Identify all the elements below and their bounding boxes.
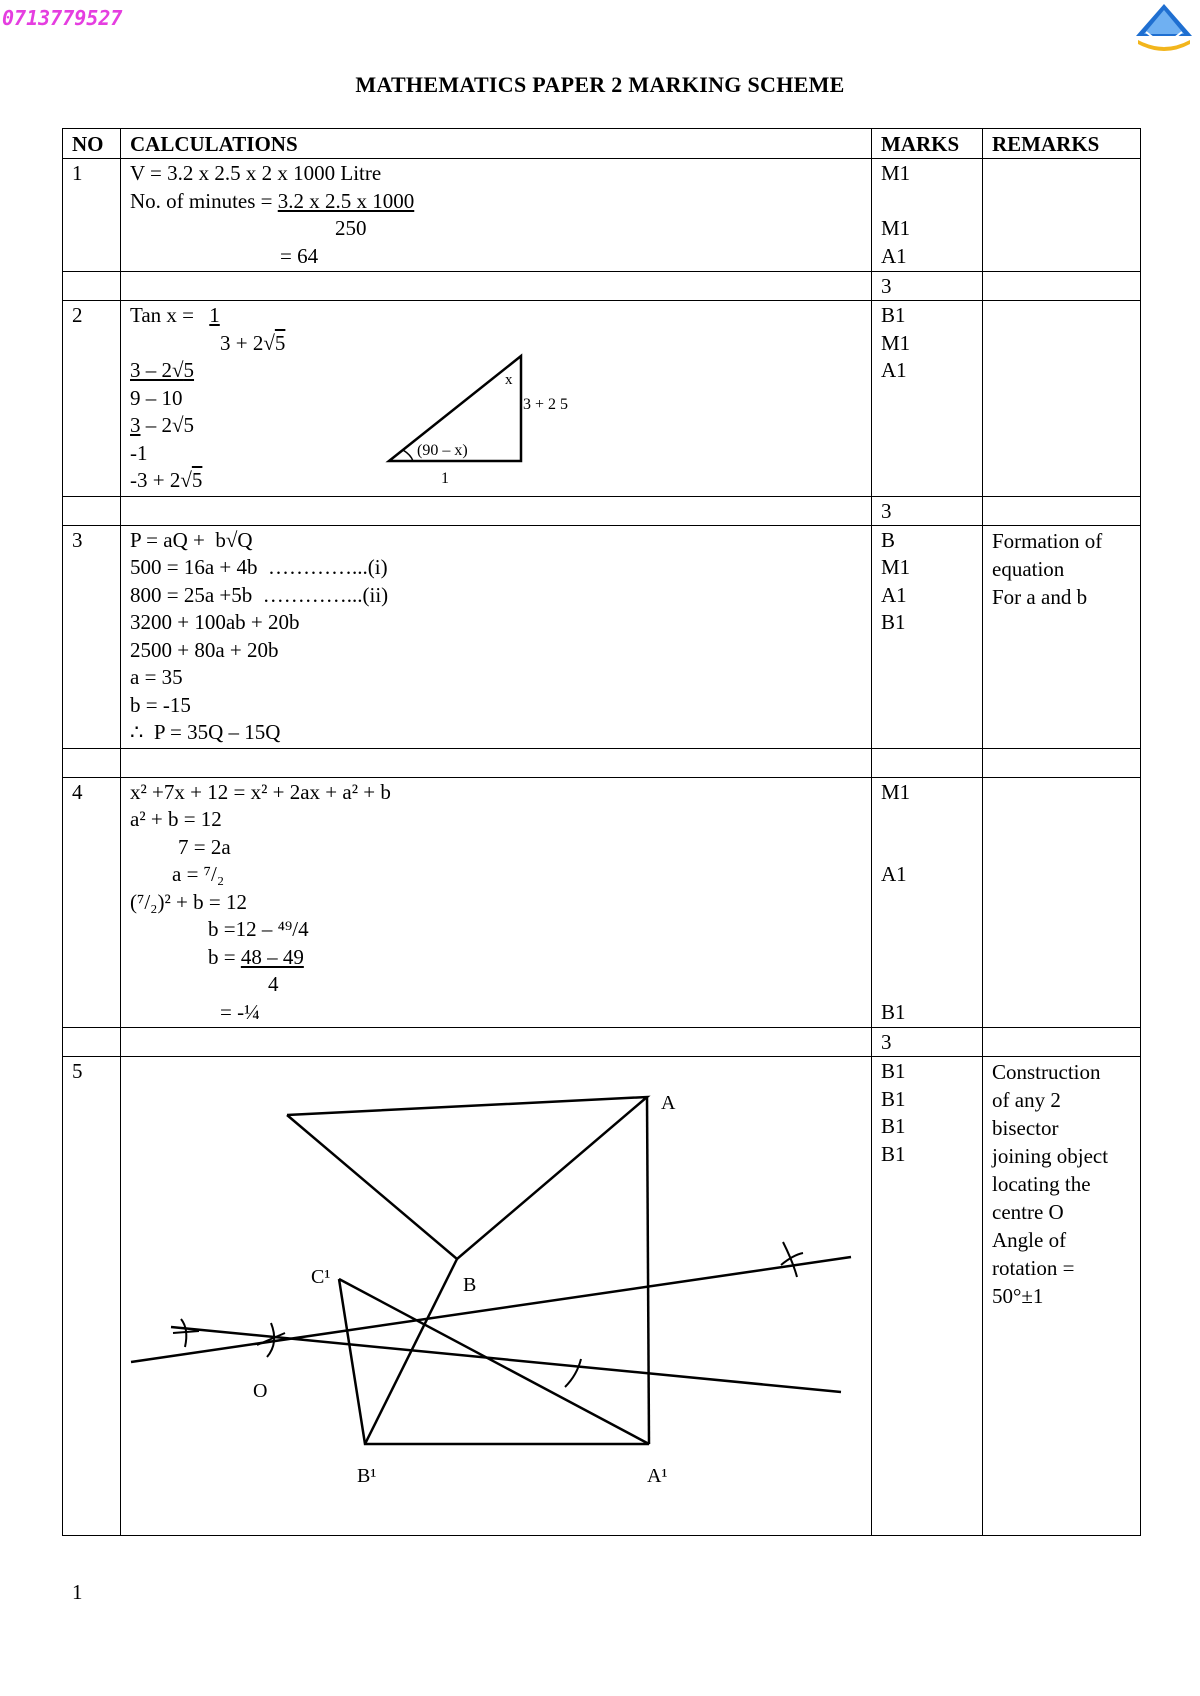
q4-total: 3: [872, 1028, 983, 1057]
q3-line: P = aQ + b√Q: [130, 527, 253, 552]
q4-calc: [121, 777, 872, 1028]
page-number: 1: [72, 1580, 83, 1604]
q4-marks: M1 A1 B1: [872, 777, 983, 1028]
q4-line: 7 = 2a: [178, 834, 231, 859]
table-row-q1: [63, 159, 1141, 272]
q1-line: No. of minutes = 3.2 x 2.5 x 1000: [130, 188, 415, 213]
q3-line: a = 35: [130, 665, 183, 689]
marking-scheme-table: [62, 128, 1141, 1536]
total-row-q4: [63, 1028, 1141, 1057]
table-row-q5: [63, 1057, 1141, 1536]
q3-line: ∴ P = 35Q – 15Q: [130, 720, 281, 744]
q3-no: 3: [63, 525, 121, 748]
q5-marks: B1 B1 B1 B1: [872, 1057, 983, 1536]
q5-label-a1: A¹: [647, 1465, 668, 1487]
q3-line: 500 = 16a + 4b …………...(i): [130, 555, 388, 579]
q3-line: 800 = 25a +5b …………...(ii): [130, 582, 389, 607]
q4-line: (⁷/₂)² + b = 12: [130, 889, 247, 914]
q4-line: = -¼: [220, 999, 260, 1024]
q2-fig-base: 1: [441, 470, 449, 487]
col-marks: MARKS: [872, 129, 983, 159]
table-header-row: [63, 129, 1141, 159]
q3-calc: [121, 525, 872, 748]
q1-marks: M1 M1 A1: [872, 159, 983, 272]
q2-line: 3 – 2√5: [130, 358, 195, 382]
q3-remarks: Formation of equation For a and b: [983, 525, 1141, 748]
q2-calc: [121, 301, 872, 497]
q1-no: 1: [63, 159, 121, 272]
q5-no: 5: [63, 1057, 121, 1536]
col-remarks: REMARKS: [983, 129, 1141, 159]
q2-no: 2: [63, 301, 121, 497]
total-row-q3: [63, 748, 1141, 777]
q5-construction-figure: [121, 1057, 872, 1535]
q5-label-b: B: [463, 1274, 477, 1296]
q2-marks: B1 M1 A1: [872, 301, 983, 497]
total-row-q2: [63, 496, 1141, 525]
q4-line: a = ⁷/₂: [172, 862, 225, 886]
q1-remarks: [983, 159, 1141, 272]
q1-total: 3: [872, 272, 983, 301]
q2-fig-side: 3 + 2 5: [523, 396, 569, 413]
q2-line: -1: [130, 440, 148, 465]
phone-number: 0713779527: [2, 6, 123, 30]
q2-line: 9 – 10: [130, 385, 183, 410]
q3-line: b = -15: [130, 692, 191, 717]
table-row-q4: [63, 777, 1141, 1028]
q2-line: Tan x = 1: [130, 303, 220, 327]
q3-line: 3200 + 100ab + 20b: [130, 610, 300, 634]
table-row-q3: [63, 525, 1141, 748]
q5-label-a: A: [661, 1092, 676, 1114]
q2-fig-angle: (90 – x): [417, 442, 468, 459]
q2-line: 3 – 2√5: [130, 413, 195, 437]
total-row-q1: [63, 272, 1141, 301]
q4-line: 4: [268, 972, 279, 996]
q4-line: b =12 – ⁴⁹/4: [208, 917, 309, 941]
q2-fig-x: x: [505, 372, 513, 388]
q2-triangle-figure: [379, 331, 599, 491]
col-no: NO: [63, 129, 121, 159]
logo-icon: [1132, 2, 1196, 58]
q1-line: 250: [335, 216, 367, 240]
q4-line: a² + b = 12: [130, 807, 222, 831]
q5-remarks: Construction of any 2 bisector joining object locating the centre O Angle of rotation = 50°±1: [983, 1057, 1141, 1536]
q5-calc: [121, 1057, 872, 1536]
table-row-q2: [63, 301, 1141, 497]
q4-no: 4: [63, 777, 121, 1028]
q1-line: = 64: [280, 243, 319, 268]
page-title: MATHEMATICS PAPER 2 MARKING SCHEME: [355, 72, 845, 97]
q4-remarks: [983, 777, 1141, 1028]
q5-label-c1: C¹: [311, 1266, 331, 1288]
q1-line: V = 3.2 x 2.5 x 2 x 1000 Litre: [130, 161, 382, 185]
col-calculations: CALCULATIONS: [121, 129, 872, 159]
q3-marks: B M1 A1 B1: [872, 525, 983, 748]
q3-line: 2500 + 80a + 20b: [130, 637, 279, 662]
q5-label-b1: B¹: [357, 1465, 377, 1487]
q2-line: -3 + 2√5: [130, 468, 203, 492]
q4-line: b = 48 – 49: [208, 944, 304, 969]
q2-remarks: [983, 301, 1141, 497]
q2-total: 3: [872, 496, 983, 525]
q2-line: 3 + 2√5: [220, 330, 286, 355]
q5-label-o: O: [253, 1380, 268, 1402]
q4-line: x² +7x + 12 = x² + 2ax + a² + b: [130, 779, 391, 804]
q1-calc: [121, 159, 872, 272]
